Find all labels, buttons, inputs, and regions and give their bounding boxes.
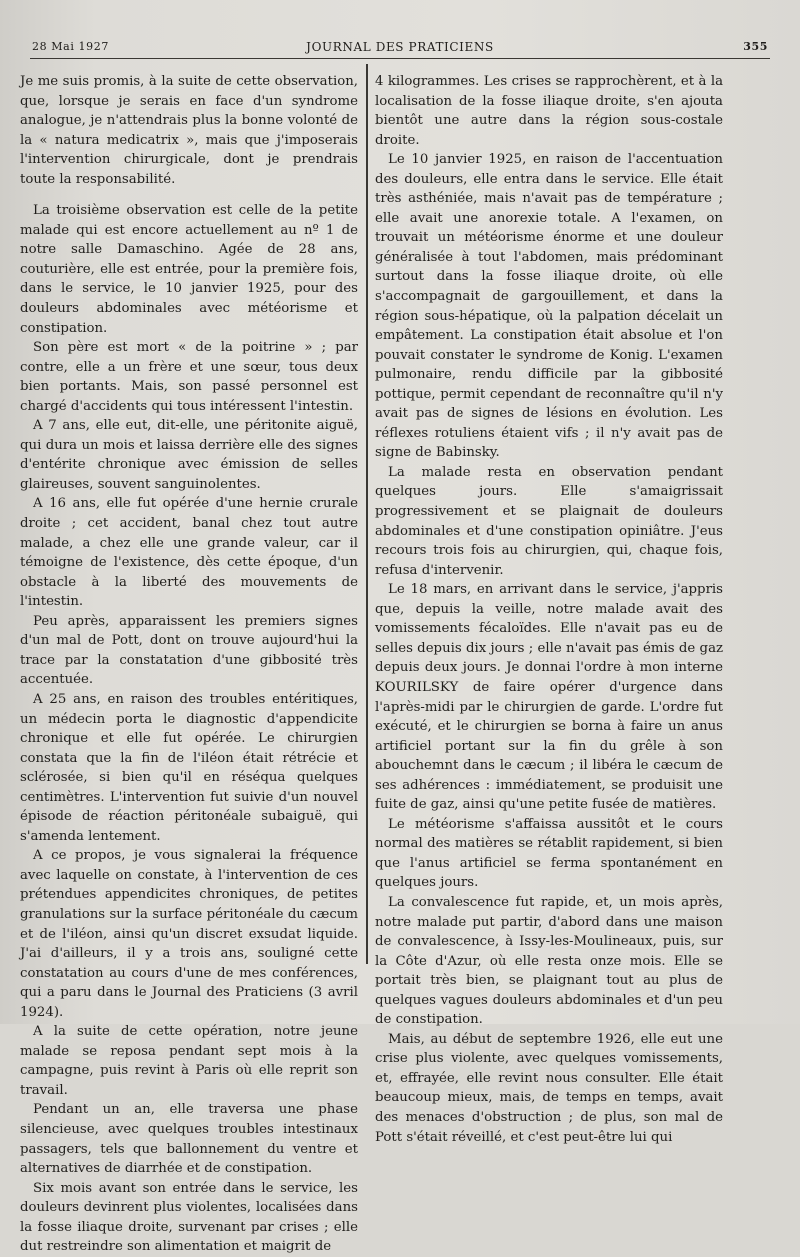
paragraph: La troisième observation est celle de la petite malade qui est encore actuellement au nº 1 de notre salle Damaschino. Agée de 28 ans, couturière, elle est entrée, pour la première fois, dans le service, le 10 janvier 1925, pour des douleurs abdominales avec météorisme et constipation. (20, 203, 358, 336)
paragraph: Peu après, apparaissent les premiers signes d'un mal de Pott, dont on trouve aujourd'hui la trace par la constatation d'une gibbosité très accentuée. (20, 613, 358, 688)
paragraph: A la suite de cette opération, notre jeune malade se reposa pendant sept mois à la campagne, puis revint à Paris où elle reprit son travail. (20, 1024, 358, 1098)
right-column (375, 72, 723, 1147)
paragraph: Son père est mort « de la poitrine » ; par contre, elle a un frère et une sœur, tous deux bien portants. Mais, son passé personnel est chargé d'accidents qui tous intéressent l'intestin. (20, 340, 358, 414)
paragraph: 4 kilogrammes. Les crises se rapprochèrent, et à la localisation de la fosse iliaque droite, s'en ajouta bientôt une autre dans la région sous-costale droite. (375, 74, 723, 148)
paragraph: Le 18 mars, en arrivant dans le service, j'appris que, depuis la veille, notre malade avait des vomissements fécaloïdes. Elle n'avait pas eu de selles depuis dix jours ; elle n'avait pas émis de gaz depuis deux jours. Je donnai l'ordre à mon interne KOURILSKY de faire opérer d'urgence dans l'après-midi par le chirurgien de garde. L'ordre fut exécuté, et le chirurgien se borna à faire un anus artificiel portant sur la fin du grêle à son abouchemnt dans le cæcum ; il libéra le cæcum de ses adhérences : immédiatement, se produisit une fuite de gaz, ainsi qu'une petite fusée de matières. (375, 582, 723, 813)
header-page-number: 355 (743, 40, 768, 53)
header-date: 28 Mai 1927 (32, 40, 109, 53)
paragraph: Le 10 janvier 1925, en raison de l'accentuation des douleurs, elle entra dans le service. Elle était très asthéniée, mais n'avait pas de température ; elle avait une anorexie totale. A l'examen, on trouvait un météorisme énorme et une douleur généralisée à tout l'abdomen, mais prédominant surtout dans la fosse iliaque droite, où elle s'accompagnait de gargouillement, et dans la région sous-hépatique, où la palpation décelait un empâtement. La constipation était absolue et l'on pouvait constater le syndrome de Konig. L'examen pulmonaire, rendu difficile par la gibbosité pottique, permit cependant de reconnaître qu'il n'y avait pas de signes de lésions en évolution. Les réflexes rotuliens étaient vifs ; il n'y avait pas de signe de Babinsky. (375, 152, 723, 461)
column-divider (366, 64, 368, 964)
paragraph: Pendant un an, elle traversa une phase silencieuse, avec quelques troubles intestinaux passagers, tels que ballonnement du ventre et alternatives de diarrhée et de constipation. (20, 1102, 358, 1177)
running-header (30, 38, 770, 59)
paragraph: Le météorisme s'affaissa aussitôt et le cours normal des matières se rétablit rapidement, si bien que l'anus artificiel se ferma spontanément en quelques jours. (375, 816, 723, 891)
paragraph: Six mois avant son entrée dans le service, les douleurs devinrent plus violentes, localisées dans la fosse iliaque droite, survenant par crises ; elle dut restreindre son alimentation et maigrit de (20, 1180, 358, 1255)
paragraph: A ce propos, je vous signalerai la fréquence avec laquelle on constate, à l'intervention de ces prétendues appendicites chroniques, de petites granulations sur la surface péritonéale du cæcum et de l'iléon, ainsi qu'un discret exsudat liquide. J'ai d'ailleurs, il y a trois ans, souligné cette constatation au cours d'une de mes conférences, qui a paru dans le Journal des Praticiens (3 avril 1924). (20, 848, 358, 1020)
paragraph: Mais, au début de septembre 1926, elle eut une crise plus violente, avec quelques vomissements, et, effrayée, elle revint nous consulter. Elle était beaucoup mieux, mais, de temps en temps, avait des menaces d'obstruction ; de plus, son mal de Pott s'était réveillé, et c'est peut-être lui qui (375, 1031, 723, 1145)
paragraph: La malade resta en observation pendant quelques jours. Elle s'amaigrissait progressivement et se plaignait de douleurs abdominales et d'une constipation opiniâtre. J'eus recours trois fois au chirurgien, qui, chaque fois, refusa d'intervenir. (375, 464, 723, 578)
header-journal-title: JOURNAL DES PRATICIENS (306, 40, 494, 54)
paragraph: Je me suis promis, à la suite de cette observation, que, lorsque je serais en face d'un syndrome analogue, je n'attendrais plus la bonne volonté de la « natura medicatrix », mais que j'imposerais l'intervention chirurgicale, dont je prendrais toute la responsabilité. (20, 74, 358, 187)
paragraph: A 25 ans, en raison des troubles entéritiques, un médecin porta le diagnostic d'appendicite chronique et elle fut opérée. Le chirurgien constata que la fin de l'iléon était rétrécie et sclérosée, si bien qu'il en réséqua quelques centimètres. L'intervention fut suivie d'un nouvel épisode de réaction péritonéale subaiguë, qui s'amenda lentement. (20, 691, 358, 844)
paragraph: La convalescence fut rapide, et, un mois après, notre malade put partir, d'abord dans une maison de convalescence, à Issy-les-Moulineaux, puis, sur la Côte d'Azur, où elle resta onze mois. Elle se portait très bien, se plaignant tout au plus de quelques vagues douleurs abdominales et d'un peu de constipation. (375, 894, 723, 1028)
paragraph: A 16 ans, elle fut opérée d'une hernie crurale droite ; cet accident, banal chez tout autre malade, a chez elle une grande valeur, car il témoigne de l'existence, dès cette époque, d'un obstacle à la liberté des mouvements de l'intestin. (20, 496, 358, 610)
left-column (20, 72, 358, 1257)
paragraph: A 7 ans, elle eut, dit-elle, une péritonite aiguë, qui dura un mois et laissa derrière elle des signes d'entérite chronique avec émission de selles glaireuses, souvent sanguinolentes. (20, 418, 358, 492)
